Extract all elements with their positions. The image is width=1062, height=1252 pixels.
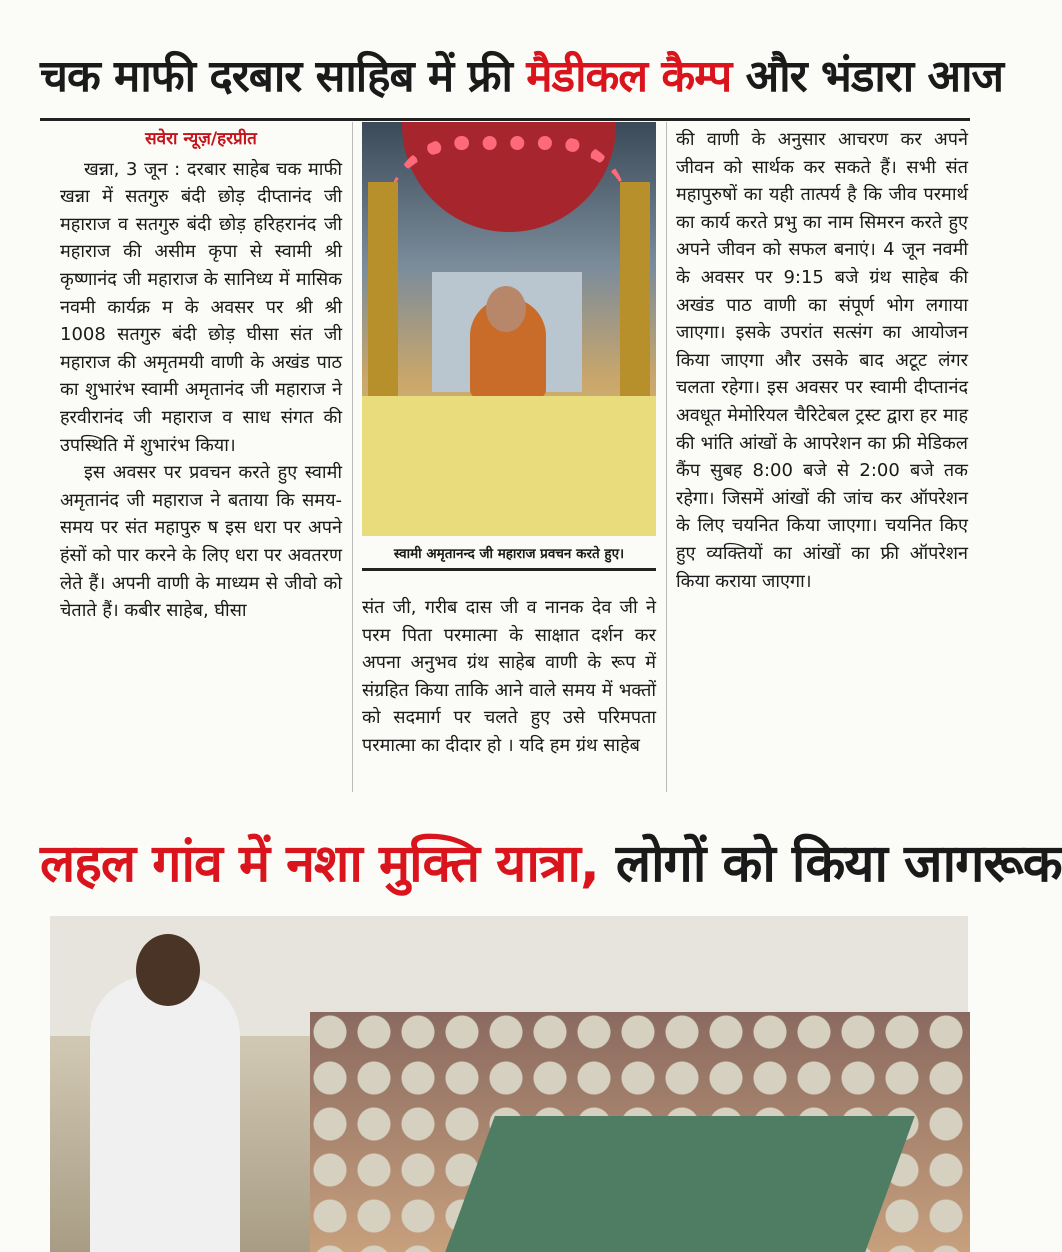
- headline-red-part: लहल गांव में नशा मुक्ति यात्रा,: [40, 834, 599, 894]
- article1-headline: [40, 34, 1004, 120]
- paragraph: खन्ना, 3 जून : दरबार साहेब चक माफी खन्ना में सतगुरु बंदी छोड़ दीप्तानंद जी महाराज व सतगुरु बंदी छोड़ हरिहरानंद जी महाराज की असीम कृपा से स्वामी श्री कृष्णानंद जी महाराज के सानिध्य में मासिक नवमी कार्यक्र म के अवसर पर श्री श्री 1008 सतगुरु बंदी छोड़ घीसा संत जी महाराज की अमृतमयी वाणी के अखंड पाठ का शुभारंभ स्वामी अमृतानंद जी महाराज ने हरवीरानंद जी महाराज व साध संगत की उपस्थिति में शुभारंभ किया।: [60, 158, 342, 456]
- column-divider: [352, 122, 353, 792]
- headline-black-part: चक माफी दरबार साहिब में फ्री: [40, 51, 512, 102]
- sermon-photo: [362, 122, 656, 536]
- headline-black-part-2: और भंडारा आज: [745, 51, 1004, 102]
- byline: सवेरा न्यूज़/हरप्रीत: [145, 129, 257, 149]
- article1-column-1: [60, 126, 342, 802]
- headline-black-part: लोगों को किया जागरूक: [615, 834, 1062, 894]
- column-divider: [666, 122, 667, 792]
- article1-column-2: [362, 594, 656, 804]
- paragraph: इस अवसर पर प्रवचन करते हुए स्वामी अमृतानंद जी महाराज ने बताया कि समय-समय पर संत महापुरु ष इस धरा पर अपने हंसों को पार करने के लिए धरा पर अवतरण लेते हैं। अपनी वाणी के माध्यम से जीवो को चेताते हैं। कबीर साहेब, घीसा: [60, 462, 342, 622]
- headline-red-part: मैडीकल कैम्प: [526, 51, 732, 102]
- headline-rule: [40, 118, 970, 121]
- article1-column-3: [676, 126, 968, 802]
- paragraph: की वाणी के अनुसार आचरण कर अपने जीवन को सार्थक कर सकते हैं। सभी संत महापुरुषों का यही तात्पर्य है कि जीव परमार्थ का कार्य करते प्रभु का नाम सिमरन करते हुए अपने जीवन को सफल बनाएं। 4 जून नवमी के अवसर पर 9:15 बजे ग्रंथ साहेब की अखंड पाठ वाणी का संपूर्ण भोग लगाया जाएगा। इसके उपरांत सत्संग का आयोजन किया जाएगा और उसके बाद अटूट लंगर चलता रहेगा। इस अवसर पर स्वामी दीप्तानंद अवधूत मेमोरियल चैरिटेबल ट्रस्ट द्वारा हर माह की भांति आंखों के आपरेशन का फ्री मेडिकल कैंप सुबह 8:00 बजे से 2:00 बजे तक रहेगा। जिसमें आंखों की जांच कर ऑपरेशन के लिए चयनित किया जाएगा। चयनित किए हुए व्यक्तियों का आंखों का फ्री ऑपरेशन किया कराया जाएगा।: [676, 129, 968, 592]
- photo-caption: स्वामी अमृतानन्द जी महाराज प्रवचन करते हुए।: [362, 540, 656, 571]
- article2-headline: [40, 818, 1062, 910]
- awareness-rally-photo: [50, 916, 968, 1252]
- paragraph: संत जी, गरीब दास जी व नानक देव जी ने परम पिता परमात्मा के साक्षात दर्शन कर अपना अनुभव ग्रंथ साहेब वाणी के रूप में संग्रहित किया ताकि आने वाले समय में भक्तों को सदमार्ग पर चलते हुए उसे परिमपता परमात्मा का दीदार हो । यदि हम ग्रंथ साहेब: [362, 597, 656, 756]
